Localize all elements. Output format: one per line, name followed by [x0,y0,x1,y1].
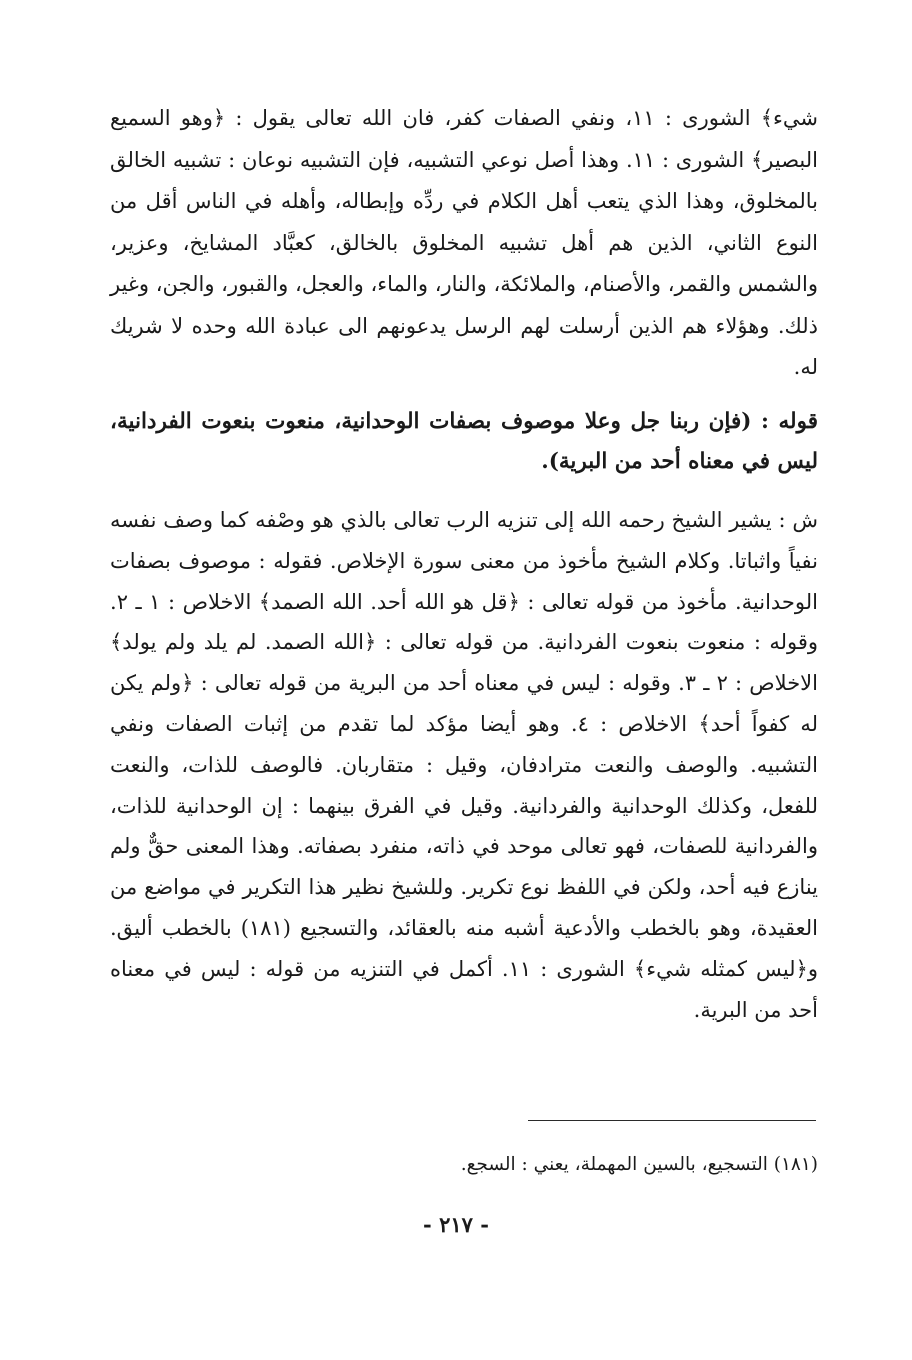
footnote-181: (١٨١) التسجيع، بالسين المهملة، يعني : السجع. [460,1154,818,1175]
page-number: - ٢١٧ - [423,1212,489,1237]
commentary-paragraph: ش : يشير الشيخ رحمه الله إلى تنزيه الرب تعالى بالذي هو وصْفه كما وصف نفسه نفياً واثباتا. وكلام الشيخ مأخوذ من معنى سورة الإخلاص. فقوله : موصوف بصفات الوحدانية. مأخوذ من قوله تعالى : ﴿قل هو الله أحد. الله الصمد﴾ الاخلاص : ١ ـ ٢. وقوله : منعوت بنعوت الفردانية. من قوله تعالى : ﴿الله الصمد. لم يلد ولم يولد﴾ الاخلاص : ٢ ـ ٣. وقوله : ليس في معناه أحد من البرية من قوله تعالى : ﴿ولم يكن له كفواً أحد﴾ الاخلاص : ٤. وهو أيضا مؤكد لما تقدم من إثبات الصفات ونفي التشبيه. والوصف والنعت مترادفان، وقيل : متقاربان. فالوصف للذات، والنعت للفعل، وكذلك الوحدانية والفردانية. وقيل في الفرق بينهما : إن الوحدانية للذات، والفردانية للصفات، فهو تعالى موحد في ذاته، منفرد بصفاته. وهذا المعنى حقٌّ ولم ينازع فيه أحد، ولكن في اللفظ نوع تكرير. وللشيخ نظير هذا التكرير في مواضع من العقيدة، وهو بالخطب والأدعية أشبه منه بالعقائد، والتسجيع (١٨١) بالخطب أليق. و﴿ليس كمثله شيء﴾ الشورى : ١١. أكمل في التنزيه من قوله : ليس في معناه أحد من البرية. [110,508,819,1022]
matn-quote-paragraph: قوله : (فإن ربنا جل وعلا موصوف بصفات الوحدانية، منعوت بنعوت الفردانية، ليس في معناه أحد من البرية). [110,409,818,474]
body-paragraph-continuation: شيء﴾ الشورى : ١١، ونفي الصفات كفر، فان الله تعالى يقول : ﴿وهو السميع البصير﴾ الشورى : ١١. وهذا أصل نوعي التشبيه، فإن التشبيه نوعان : تشبيه الخالق بالمخلوق، وهذا الذي يتعب أهل الكلام في ردِّه وإبطاله، وأهله في الناس أقل من النوع الثاني، الذين هم أهل تشبيه المخلوق بالخالق، كعبَّاد المشايخ، وعزير، والشمس والقمر، والأصنام، والملائكة، والنار، والماء، والعجل، والقبور، والجن، وغير ذلك. وهؤلاء هم الذين أرسلت لهم الرسل يدعونهم الى عبادة الله وحده لا شريك له. [110,106,818,379]
footnote-divider [528,1120,816,1121]
